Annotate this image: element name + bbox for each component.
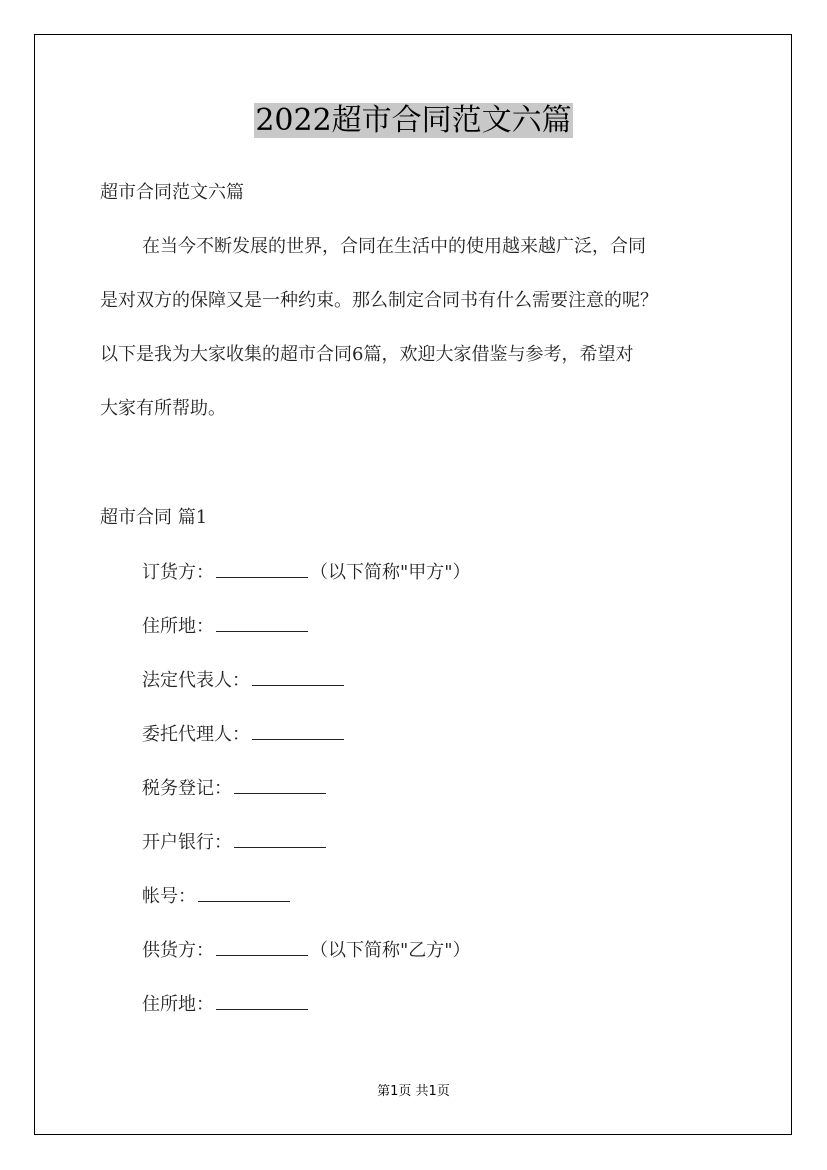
field-label: 法定代表人： bbox=[142, 670, 250, 691]
page-number: 第1页 共1页 bbox=[377, 1084, 450, 1099]
field-tax-registration bbox=[142, 775, 782, 802]
field-label: 订货方： bbox=[142, 562, 214, 583]
field-label: 住所地： bbox=[142, 616, 214, 637]
document-subtitle: 超市合同范文六篇 bbox=[100, 182, 244, 203]
field-note: （以下简称"乙方"） bbox=[310, 940, 471, 961]
fill-blank[interactable] bbox=[198, 883, 290, 902]
field-entrusted-agent bbox=[142, 721, 782, 748]
intro-line-2: 是对双方的保障又是一种约束。那么制定合同书有什么需要注意的呢？ bbox=[100, 290, 658, 311]
intro-line-3: 以下是我为大家收集的超市合同6篇，欢迎大家借鉴与参考，希望对 bbox=[100, 344, 634, 365]
field-supplier bbox=[142, 937, 782, 964]
fill-blank[interactable] bbox=[216, 991, 308, 1010]
fill-blank[interactable] bbox=[252, 667, 344, 686]
field-label: 住所地： bbox=[142, 994, 214, 1015]
field-label: 委托代理人： bbox=[142, 724, 250, 745]
fill-blank[interactable] bbox=[234, 775, 326, 794]
intro-line-4: 大家有所帮助。 bbox=[100, 398, 226, 419]
field-label: 供货方： bbox=[142, 940, 214, 961]
field-supplier-address bbox=[142, 991, 782, 1018]
fill-blank[interactable] bbox=[216, 937, 308, 956]
document-title bbox=[0, 98, 827, 144]
field-legal-representative bbox=[142, 667, 782, 694]
field-bank bbox=[142, 829, 782, 856]
field-orderer bbox=[142, 559, 782, 586]
field-address bbox=[142, 613, 782, 640]
field-label: 开户银行： bbox=[142, 832, 232, 853]
fill-blank[interactable] bbox=[234, 829, 326, 848]
field-label: 帐号： bbox=[142, 886, 196, 907]
fill-blank[interactable] bbox=[216, 613, 308, 632]
field-account bbox=[142, 883, 782, 910]
field-label: 税务登记： bbox=[142, 778, 232, 799]
document-title-text: 2022超市合同范文六篇 bbox=[255, 103, 572, 138]
fill-blank[interactable] bbox=[252, 721, 344, 740]
section-heading: 超市合同 篇1 bbox=[100, 507, 208, 528]
field-note: （以下简称"甲方"） bbox=[310, 562, 471, 583]
fill-blank[interactable] bbox=[216, 559, 308, 578]
intro-line-1: 在当今不断发展的世界，合同在生活中的使用越来越广泛，合同 bbox=[142, 236, 646, 257]
